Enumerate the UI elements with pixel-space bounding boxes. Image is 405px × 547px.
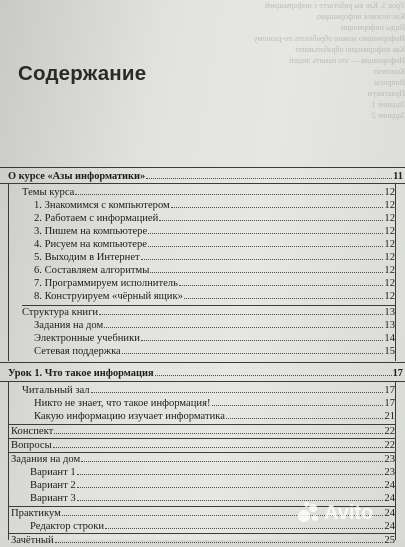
toc-entry: 1. Знакомимся с компьютером 12: [34, 200, 395, 211]
toc-entry: Задания на дом 23: [11, 454, 395, 465]
toc-entry: Конспект 22: [11, 426, 395, 437]
section-rule: [0, 381, 405, 382]
toc-entry: 2. Работаем с информацией 12: [34, 213, 395, 224]
toc-entry: 6. Составляем алгоритмы 12: [34, 265, 395, 276]
toc-entry: Практикум 24: [11, 508, 395, 519]
avito-watermark: [298, 498, 398, 528]
toc-entry-label: О курсе «Азы информатики»: [8, 171, 146, 182]
toc-entry: 7. Программируем исполнитель 12: [34, 278, 395, 289]
toc-entry: Вариант 1 23: [30, 467, 395, 478]
section-rule: [0, 362, 405, 363]
toc-entry: 4. Рисуем на компьютере 12: [34, 239, 395, 250]
page-title: Содержание: [18, 62, 147, 85]
section-bracket: [395, 183, 396, 361]
watermark-text: Avito: [324, 501, 374, 524]
bleed-through-text: Урок 5. Как вы работаете с информацией Как человек информацию Виды информации Информацию можно обработать по-разному Как информацию обрабатывают Информация — это память людей Конспект Вопросы Практикум Задание 1 Задание 2: [253, 1, 405, 120]
toc-entry: 5. Выходим в Интернет 12: [34, 252, 395, 263]
section-rule-top: [0, 167, 405, 168]
toc-entry-partial: Зачётный 25: [11, 535, 395, 546]
leader-dots: [146, 178, 392, 179]
toc-entry: Вариант 2 24: [30, 480, 395, 491]
toc-entry: 3. Пишем на компьютере 12: [34, 226, 395, 237]
toc-entry: Темы курса 12: [22, 187, 395, 198]
toc-entry: Структура книги 13: [22, 307, 395, 318]
toc-entry: Вариант 3 24: [30, 493, 395, 504]
toc-lesson-entry: Урок 1. Что такое информация 17: [8, 368, 403, 379]
toc-entry: Никто не знает, что такое информация! 17: [34, 398, 395, 409]
toc-entry: Читальный зал 17: [22, 385, 395, 396]
section-rule: [0, 183, 405, 184]
toc-entry: Электронные учебники 14: [34, 333, 395, 344]
section-bracket: [8, 381, 9, 540]
toc-entry: Задания на дом 13: [34, 320, 395, 331]
avito-logo-icon: [298, 502, 320, 524]
toc-entry: Редактор строки 24: [30, 521, 395, 532]
toc-entry-page: 11: [393, 171, 403, 182]
toc-entry: 8. Конструируем «чёрный ящик» 12: [34, 291, 395, 302]
section-bracket: [8, 183, 9, 361]
toc-entry: Сетевая поддержка 15: [34, 346, 395, 357]
toc-entry: Вопросы 22: [11, 440, 395, 451]
toc-intro-entry: [8, 170, 403, 183]
toc-entry: Какую информацию изучает информатика 21: [34, 411, 395, 422]
